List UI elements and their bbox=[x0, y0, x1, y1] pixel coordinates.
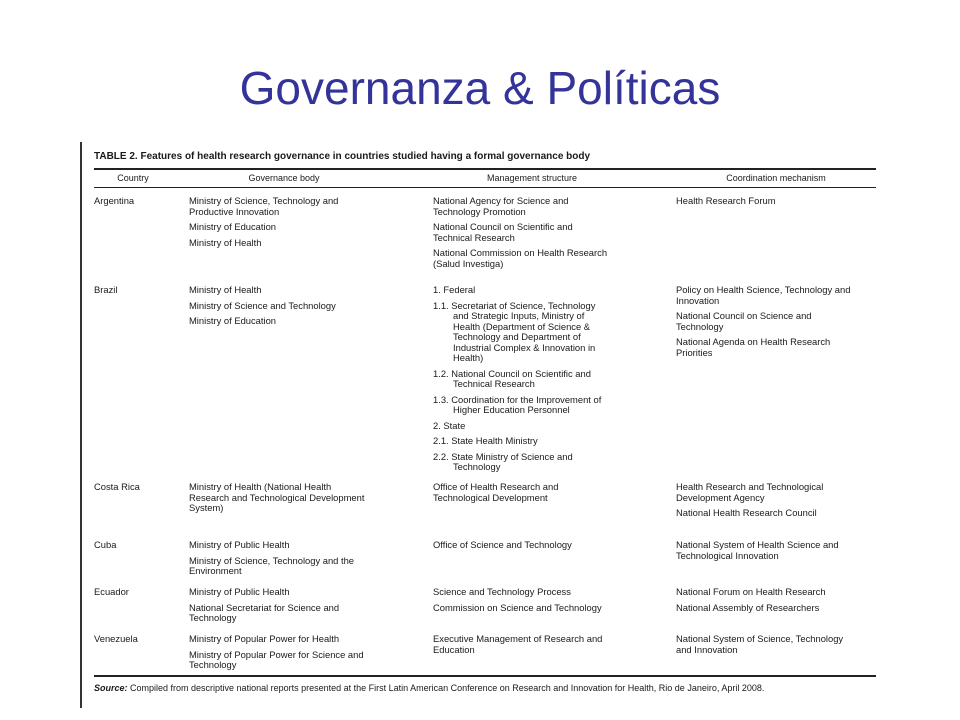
management-entry: 2. State bbox=[433, 419, 466, 431]
table-figure bbox=[80, 142, 878, 708]
table-cell-management bbox=[433, 540, 572, 556]
management-entry: Executive Management of Research and Education bbox=[433, 633, 603, 655]
table-source-note bbox=[94, 683, 764, 693]
governance-entry: Ministry of Popular Power for Science and Technology bbox=[189, 648, 364, 670]
governance-entry: Ministry of Public Health bbox=[189, 586, 290, 597]
table-cell-coordination bbox=[676, 196, 776, 212]
table-cell-country bbox=[94, 540, 116, 551]
management-entry: Office of Health Research and Technological Development bbox=[433, 481, 559, 503]
table-cell-country bbox=[94, 196, 134, 207]
header-rule bbox=[94, 187, 876, 188]
governance-entry: National Secretariat for Science and Technology bbox=[189, 601, 340, 623]
table-cell-country bbox=[94, 285, 117, 296]
management-entry: National Commission on Health Research (Salud Investiga) bbox=[433, 247, 608, 269]
management-entry: 1.1. Secretariat of Science, Technology and Strategic Inputs, Ministry of Health (Department of Science & Technology and Department of Industrial Complex & Innovation in Health) bbox=[433, 299, 596, 363]
management-entry: 2.1. State Health Ministry bbox=[433, 435, 538, 446]
table-cell-management bbox=[433, 587, 602, 618]
coordination-entry: Policy on Health Science, Technology and Innovation bbox=[676, 284, 851, 306]
coordination-entry: National Council on Science and Technology bbox=[676, 310, 812, 332]
table-cell-coordination bbox=[676, 482, 823, 524]
governance-entry: Ministry of Popular Power for Health bbox=[189, 633, 340, 644]
governance-entry: Ministry of Health bbox=[189, 284, 262, 295]
table-cell-governance bbox=[189, 285, 336, 332]
table-cell-coordination bbox=[676, 285, 850, 363]
table-cell-management bbox=[433, 285, 601, 478]
table-cell-governance bbox=[189, 540, 354, 582]
table-caption: TABLE 2. Features of health research governance in countries studied having a formal governance body bbox=[94, 151, 591, 162]
management-entry: National Council on Scientific and Technical Research bbox=[433, 221, 573, 243]
coordination-entry: Health Research Forum bbox=[676, 195, 776, 206]
country-name: Brazil bbox=[94, 284, 118, 295]
management-entry: 1.3. Coordination for the Improvement of Higher Education Personnel bbox=[433, 393, 602, 415]
country-name: Argentina bbox=[94, 195, 135, 206]
slide-title: Governanza & Políticas bbox=[239, 62, 721, 114]
country-name: Cuba bbox=[94, 539, 117, 550]
source-text: Compiled from descriptive national reports presented at the First Latin American Conference on Research and Innovation for Health, Rio de Janeiro, April 2008. bbox=[127, 683, 765, 693]
management-entry: National Agency for Science and Technology Promotion bbox=[433, 195, 569, 217]
table-cell-governance bbox=[189, 587, 339, 629]
table-cell-governance bbox=[189, 634, 364, 676]
coordination-entry: National Agenda on Health Research Priorities bbox=[676, 336, 831, 358]
governance-entry: Ministry of Science, Technology and the Environment bbox=[189, 554, 355, 576]
management-entry: 1.2. National Council on Scientific and Technical Research bbox=[433, 367, 591, 389]
table-cell-management bbox=[433, 482, 558, 508]
governance-entry: Ministry of Science, Technology and Productive Innovation bbox=[189, 195, 339, 217]
table-cell-governance bbox=[189, 196, 338, 253]
table-cell-country bbox=[94, 587, 129, 598]
source-label: Source: bbox=[94, 683, 128, 693]
management-entry: Commission on Science and Technology bbox=[433, 601, 602, 613]
coordination-entry: National System of Health Science and Technological Innovation bbox=[676, 539, 839, 561]
governance-entry: Ministry of Health (National Health Research and Technological Development System) bbox=[189, 481, 365, 513]
coordination-entry: National Forum on Health Research bbox=[676, 586, 826, 597]
table-cell-governance bbox=[189, 482, 364, 519]
country-name: Venezuela bbox=[94, 633, 138, 644]
management-entry: Science and Technology Process bbox=[433, 586, 571, 597]
coordination-entry: National Health Research Council bbox=[676, 507, 817, 518]
governance-entry: Ministry of Health bbox=[189, 236, 262, 248]
governance-entry: Ministry of Public Health bbox=[189, 539, 290, 550]
management-entry: Office of Science and Technology bbox=[433, 539, 572, 550]
column-header-management-structure: Management structure bbox=[486, 173, 578, 183]
coordination-entry: National System of Science, Technology and Innovation bbox=[676, 633, 844, 655]
table-cell-management bbox=[433, 634, 602, 660]
country-name: Costa Rica bbox=[94, 481, 140, 492]
column-header-coordination-mechanism: Coordination mechanism bbox=[726, 173, 826, 183]
country-name: Ecuador bbox=[94, 586, 129, 597]
management-entry: 2.2. State Ministry of Science and Technology bbox=[433, 450, 573, 472]
management-entry: 1. Federal bbox=[433, 284, 476, 295]
top-rule bbox=[94, 168, 876, 170]
coordination-entry: Health Research and Technological Development Agency bbox=[676, 481, 824, 503]
governance-entry: Ministry of Science and Technology bbox=[189, 299, 336, 311]
coordination-entry: National Assembly of Researchers bbox=[676, 601, 820, 613]
table-cell-country bbox=[94, 634, 138, 645]
table-cell-coordination bbox=[676, 587, 826, 618]
column-header-governance-body: Governance body bbox=[248, 173, 320, 183]
table-cell-management bbox=[433, 196, 607, 274]
table-cell-coordination bbox=[676, 540, 839, 566]
table-cell-coordination bbox=[676, 634, 843, 660]
column-header-country: Country bbox=[117, 173, 149, 183]
governance-entry: Ministry of Education bbox=[189, 221, 277, 232]
governance-entry: Ministry of Education bbox=[189, 315, 277, 326]
bottom-rule bbox=[94, 675, 876, 677]
table-cell-country bbox=[94, 482, 140, 493]
